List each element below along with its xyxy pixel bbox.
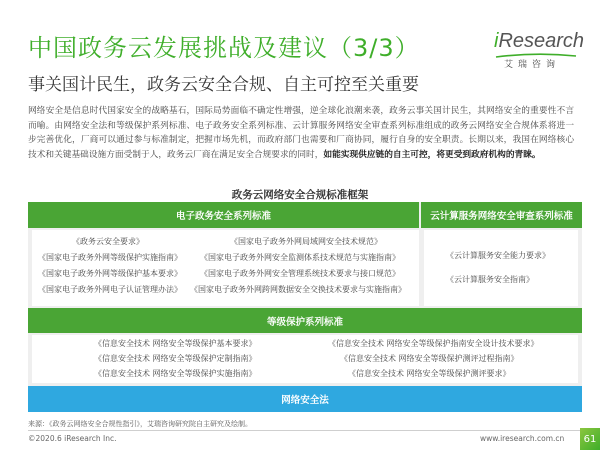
iresearch-logo (494, 30, 585, 70)
copyright: ©2020.6 iResearch Inc. (28, 434, 117, 443)
egov-item: 《国家电子政务外网电子认证管理办法》 (38, 285, 182, 294)
egov-item: 《国家电子政务外网安全监测体系技术规范与实施指南》 (200, 253, 400, 262)
egov-standards-header: 电子政务安全系列标准 (28, 202, 419, 228)
page-number: 61 (580, 428, 600, 450)
cloud-standards-header: 云计算服务网络安全审查系列标准 (421, 202, 582, 228)
body-emphasis: 如能实现供应链的自主可控，将更受到政府机构的青睐。 (323, 149, 541, 160)
egov-item: 《国家电子政务外网安全管理系统技术要求与接口规范》 (200, 269, 400, 278)
cybersecurity-law-bar: 网络安全法 (28, 386, 582, 412)
egov-item: 《国家电子政务外网等级保护基本要求》 (38, 269, 182, 278)
cloud-item: 《云计算服务安全指南》 (446, 275, 534, 284)
level-item: 《信息安全技术 网络安全等级保护测评过程指南》 (340, 354, 519, 363)
framework-title: 政务云网络安全合规标准框架 (231, 189, 369, 201)
body-paragraph: 网络安全是信息时代国家安全的战略基石，国际局势面临不确定性增强，逆全球化浪潮来袭，政务云事关国计民生，其网络安全的重要性不言而喻。由网络安全法和等级保护系列标准、电子政务安全系列标准、云计算服务网络安全审查系列标准组成的政务云网络安全合规体系将进一步完善优化，厂商可以通过参与标准制定，把握市场先机，而政府部门也需要和厂商协同，履行自身的安全职责。长期以来，我国在网络核心技术和关键基础设施方面受制于人，政务云厂商在满足安全合规要求的同时，如能实现供应链的自主可控，将更受到政府机构的青睐。 (28, 106, 574, 160)
level-item: 《信息安全技术 网络安全等级保护定制指南》 (94, 354, 257, 363)
egov-item: 《国家电子政务外网等级保护实施指南》 (38, 253, 182, 262)
egov-item: 《国家电子政务外网局域网安全技术规范》 (230, 237, 382, 246)
framework-diagram (28, 202, 582, 412)
level-item: 《信息安全技术 网络安全等级保护指南安全设计技术要求》 (328, 339, 539, 348)
level-item: 《信息安全技术 网络安全等级保护测评要求》 (348, 369, 511, 378)
level-protection-panel (32, 335, 578, 383)
egov-item: 《国家电子政务外网跨网数据安全交换技术要求与实施指南》 (190, 285, 406, 294)
level-item: 《信息安全技术 网络安全等级保护实施指南》 (94, 369, 257, 378)
cloud-item: 《云计算服务安全能力要求》 (446, 251, 550, 260)
level-protection-header: 等级保护系列标准 (28, 308, 582, 333)
logo-subtitle: 艾瑞咨询 (504, 60, 561, 70)
logo-wordmark: iResearch (494, 30, 585, 52)
page-subtitle: 事关国计民生，政务云安全合规、自主可控至关重要 (28, 75, 419, 95)
egov-item: 《政务云安全要求》 (72, 237, 144, 246)
level-item: 《信息安全技术 网络安全等级保护基本要求》 (94, 339, 257, 348)
page-title: 中国政务云发展挑战及建议（3/3） (28, 34, 420, 62)
website-url: www.iresearch.com.cn (480, 434, 565, 443)
source-note: 来源：《政务云网络安全合规性指引》，艾瑞咨询研究院自主研究及绘制。 (28, 420, 252, 428)
cloud-standards-panel (424, 230, 578, 306)
egov-standards-panel (32, 230, 419, 306)
footer-divider (28, 430, 580, 431)
